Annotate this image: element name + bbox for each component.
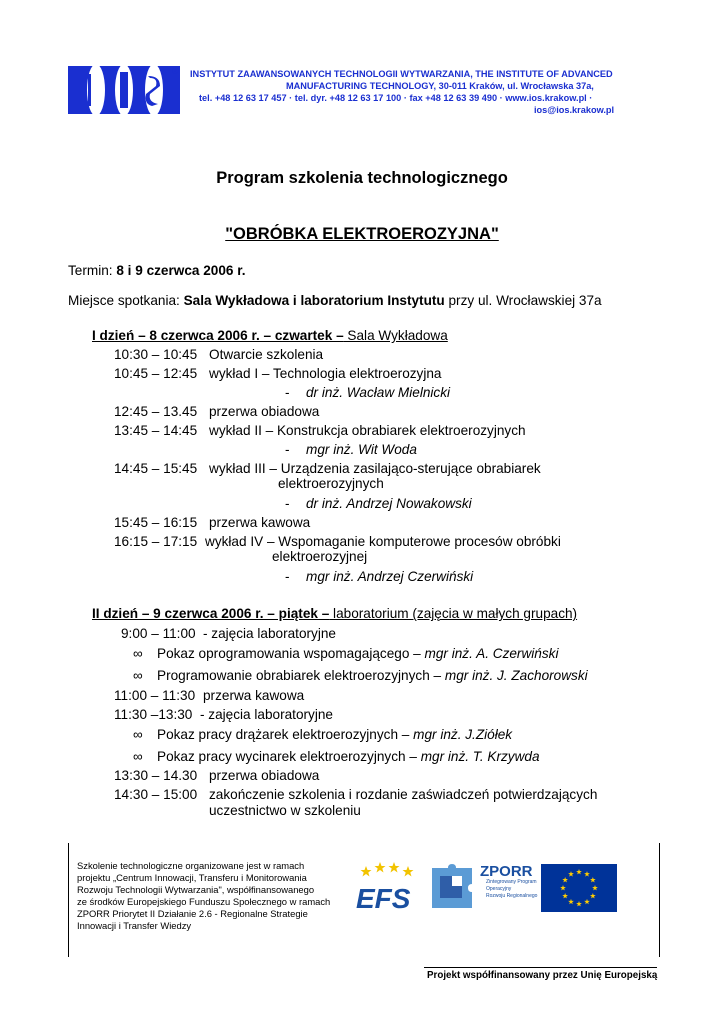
lecturer-dash: - [285, 385, 290, 400]
day1-row: 13:45 – 14:45 [114, 423, 198, 438]
day2-row-text: - zajęcia laboratoryjne [203, 626, 336, 641]
day2-row: 11:30 –13:30 [114, 707, 193, 722]
day2-row-text: przerwa obiadowa [209, 768, 320, 783]
day1-row: 10:45 – 12:45 [114, 366, 198, 381]
day1-row-text: wykład IV – Wspomaganie komputerowe procesów obróbki [205, 534, 561, 549]
termin-line [68, 263, 246, 278]
header-line-3: tel. +48 12 63 17 457 · tel. dyr. +48 12 63 17 100 · fax +48 12 63 39 490 · www.ios.krakow.pl · [199, 93, 593, 103]
footer-left-rule [68, 843, 69, 957]
zporr-label: ZPORR [480, 863, 533, 880]
page-title: Program szkolenia technologicznego [216, 169, 508, 187]
day1-row-text: Otwarcie szkolenia [209, 347, 324, 362]
page-subtitle: "OBRÓBKA ELEKTROEROZYJNA" [225, 225, 499, 243]
cofinance-note: Projekt współfinansowany przez Unię Europejską [427, 970, 658, 981]
day1-row-cont: elektroerozyjnych [278, 476, 384, 491]
day2-row-text: przerwa kawowa [203, 688, 305, 703]
day2-row: 11:00 – 11:30 [114, 688, 196, 703]
miejsce-value: Sala Wykładowa i laboratorium Instytutu [183, 293, 445, 308]
footer-note-line: Innowacji i Transfer Wiedzy [77, 920, 192, 931]
day1-row-text: wykład I – Technologia elektroerozyjna [209, 366, 442, 381]
day2-heading-bold: II dzień – 9 czerwca 2006 r. – piątek – [92, 606, 330, 621]
day2-row: 14:30 – 15:00 [114, 787, 198, 802]
header-line-4: ios@ios.krakow.pl [534, 105, 615, 115]
day1-heading-bold: I dzień – 8 czerwca 2006 r. – czwartek – [92, 328, 344, 343]
lecturer-name: dr inż. Wacław Mielnicki [306, 385, 451, 400]
day2-row: 9:00 – 11:00 [121, 626, 196, 641]
day2-row-text: zakończenie szkolenia i rozdanie zaświadczeń potwierdzających [209, 787, 598, 802]
day2-item: Pokaz oprogramowania wspomagającego – mgr inż. A. Czerwiński [157, 646, 559, 661]
day2-item: Pokaz pracy wycinarek elektroerozyjnych – mgr inż. T. Krzywda [157, 749, 540, 764]
footer-right-rule [659, 843, 660, 957]
zporr-sub-line: Operacyjny [486, 886, 512, 892]
zporr-sub-line: Rozwoju Regionalnego [486, 893, 538, 899]
day2-heading [92, 606, 577, 621]
day1-row: 16:15 – 17:15 [114, 534, 198, 549]
lecturer-dash: - [285, 569, 290, 584]
footer-note-line: ze środków Europejskiego Funduszu Społecznego w ramach [77, 896, 331, 907]
zporr-logo [480, 864, 540, 908]
bullet-icon: ∞ [133, 646, 143, 661]
eu-flag-icon [541, 864, 617, 912]
lecturer-dash: - [285, 496, 290, 511]
bullet-icon: ∞ [133, 749, 143, 764]
footer-note-line: projektu „Centrum Innowacji, Transferu i Monitorowania [77, 872, 307, 883]
footer-note-line: Rozwoju Technologii Wytwarzania", współfinansowanego [77, 884, 315, 895]
day1-row: 10:30 – 10:45 [114, 347, 198, 362]
termin-value: 8 i 9 czerwca 2006 r. [116, 263, 246, 278]
registered-mark: ® [172, 66, 179, 76]
day1-heading-place: Sala Wykładowa [343, 328, 448, 343]
puzzle-logo [430, 864, 474, 910]
lecturer-name: mgr inż. Andrzej Czerwiński [306, 569, 474, 584]
day1-row-text: wykład III – Urządzenia zasilająco-sterujące obrabiarek [209, 461, 541, 476]
day2-heading-place: laboratorium (zajęcia w małych grupach) [329, 606, 578, 621]
zporr-sub-line: Zintegrowany Program [486, 879, 537, 885]
bullet-icon: ∞ [133, 727, 143, 742]
bullet-icon: ∞ [133, 668, 143, 683]
day2-item: Programowanie obrabiarek elektroerozyjnych – mgr inż. J. Zachorowski [157, 668, 588, 683]
footer-baseline [424, 967, 657, 968]
day2-item: Pokaz pracy drążarek elektroerozyjnych – mgr inż. J.Ziółek [157, 727, 513, 742]
miejsce-line [68, 293, 602, 308]
day1-row-text: przerwa kawowa [209, 515, 311, 530]
miejsce-label: Miejsce spotkania: [68, 293, 184, 308]
termin-label: Termin: [68, 263, 117, 278]
lecturer-dash: - [285, 442, 290, 457]
day2-row-text: - zajęcia laboratoryjne [200, 707, 333, 722]
miejsce-suffix: przy ul. Wrocławskiej 37a [444, 293, 602, 308]
lecturer-name: mgr inż. Wit Woda [306, 442, 417, 457]
header-line-2: MANUFACTURING TECHNOLOGY, 30-011 Kraków, ul. Wrocławska 37a, [286, 81, 594, 91]
footer-note-line: Szkolenie technologiczne organizowane jest w ramach [77, 860, 305, 871]
day1-row: 14:45 – 15:45 [114, 461, 198, 476]
day1-row-text: wykład II – Konstrukcja obrabiarek elektroerozyjnych [209, 423, 526, 438]
ios-logo [68, 66, 180, 114]
day1-row-text: przerwa obiadowa [209, 404, 320, 419]
footer-note-line: ZPORR Priorytet II Działanie 2.6 - Regionalne Strategie [77, 908, 308, 919]
day1-row: 12:45 – 13.45 [114, 404, 198, 419]
day2-row-cont: uczestnictwo w szkoleniu [209, 803, 361, 818]
header-line-1: INSTYTUT ZAAWANSOWANYCH TECHNOLOGII WYTWARZANIA, THE INSTITUTE OF ADVANCED [190, 69, 613, 79]
svg-text:EFS: EFS [356, 883, 411, 914]
day1-row: 15:45 – 16:15 [114, 515, 198, 530]
day2-row: 13:30 – 14.30 [114, 768, 198, 783]
efs-logo [352, 860, 428, 914]
day1-row-cont: elektroerozyjnej [272, 549, 368, 564]
lecturer-name: dr inż. Andrzej Nowakowski [306, 496, 472, 511]
day1-heading [92, 328, 448, 343]
